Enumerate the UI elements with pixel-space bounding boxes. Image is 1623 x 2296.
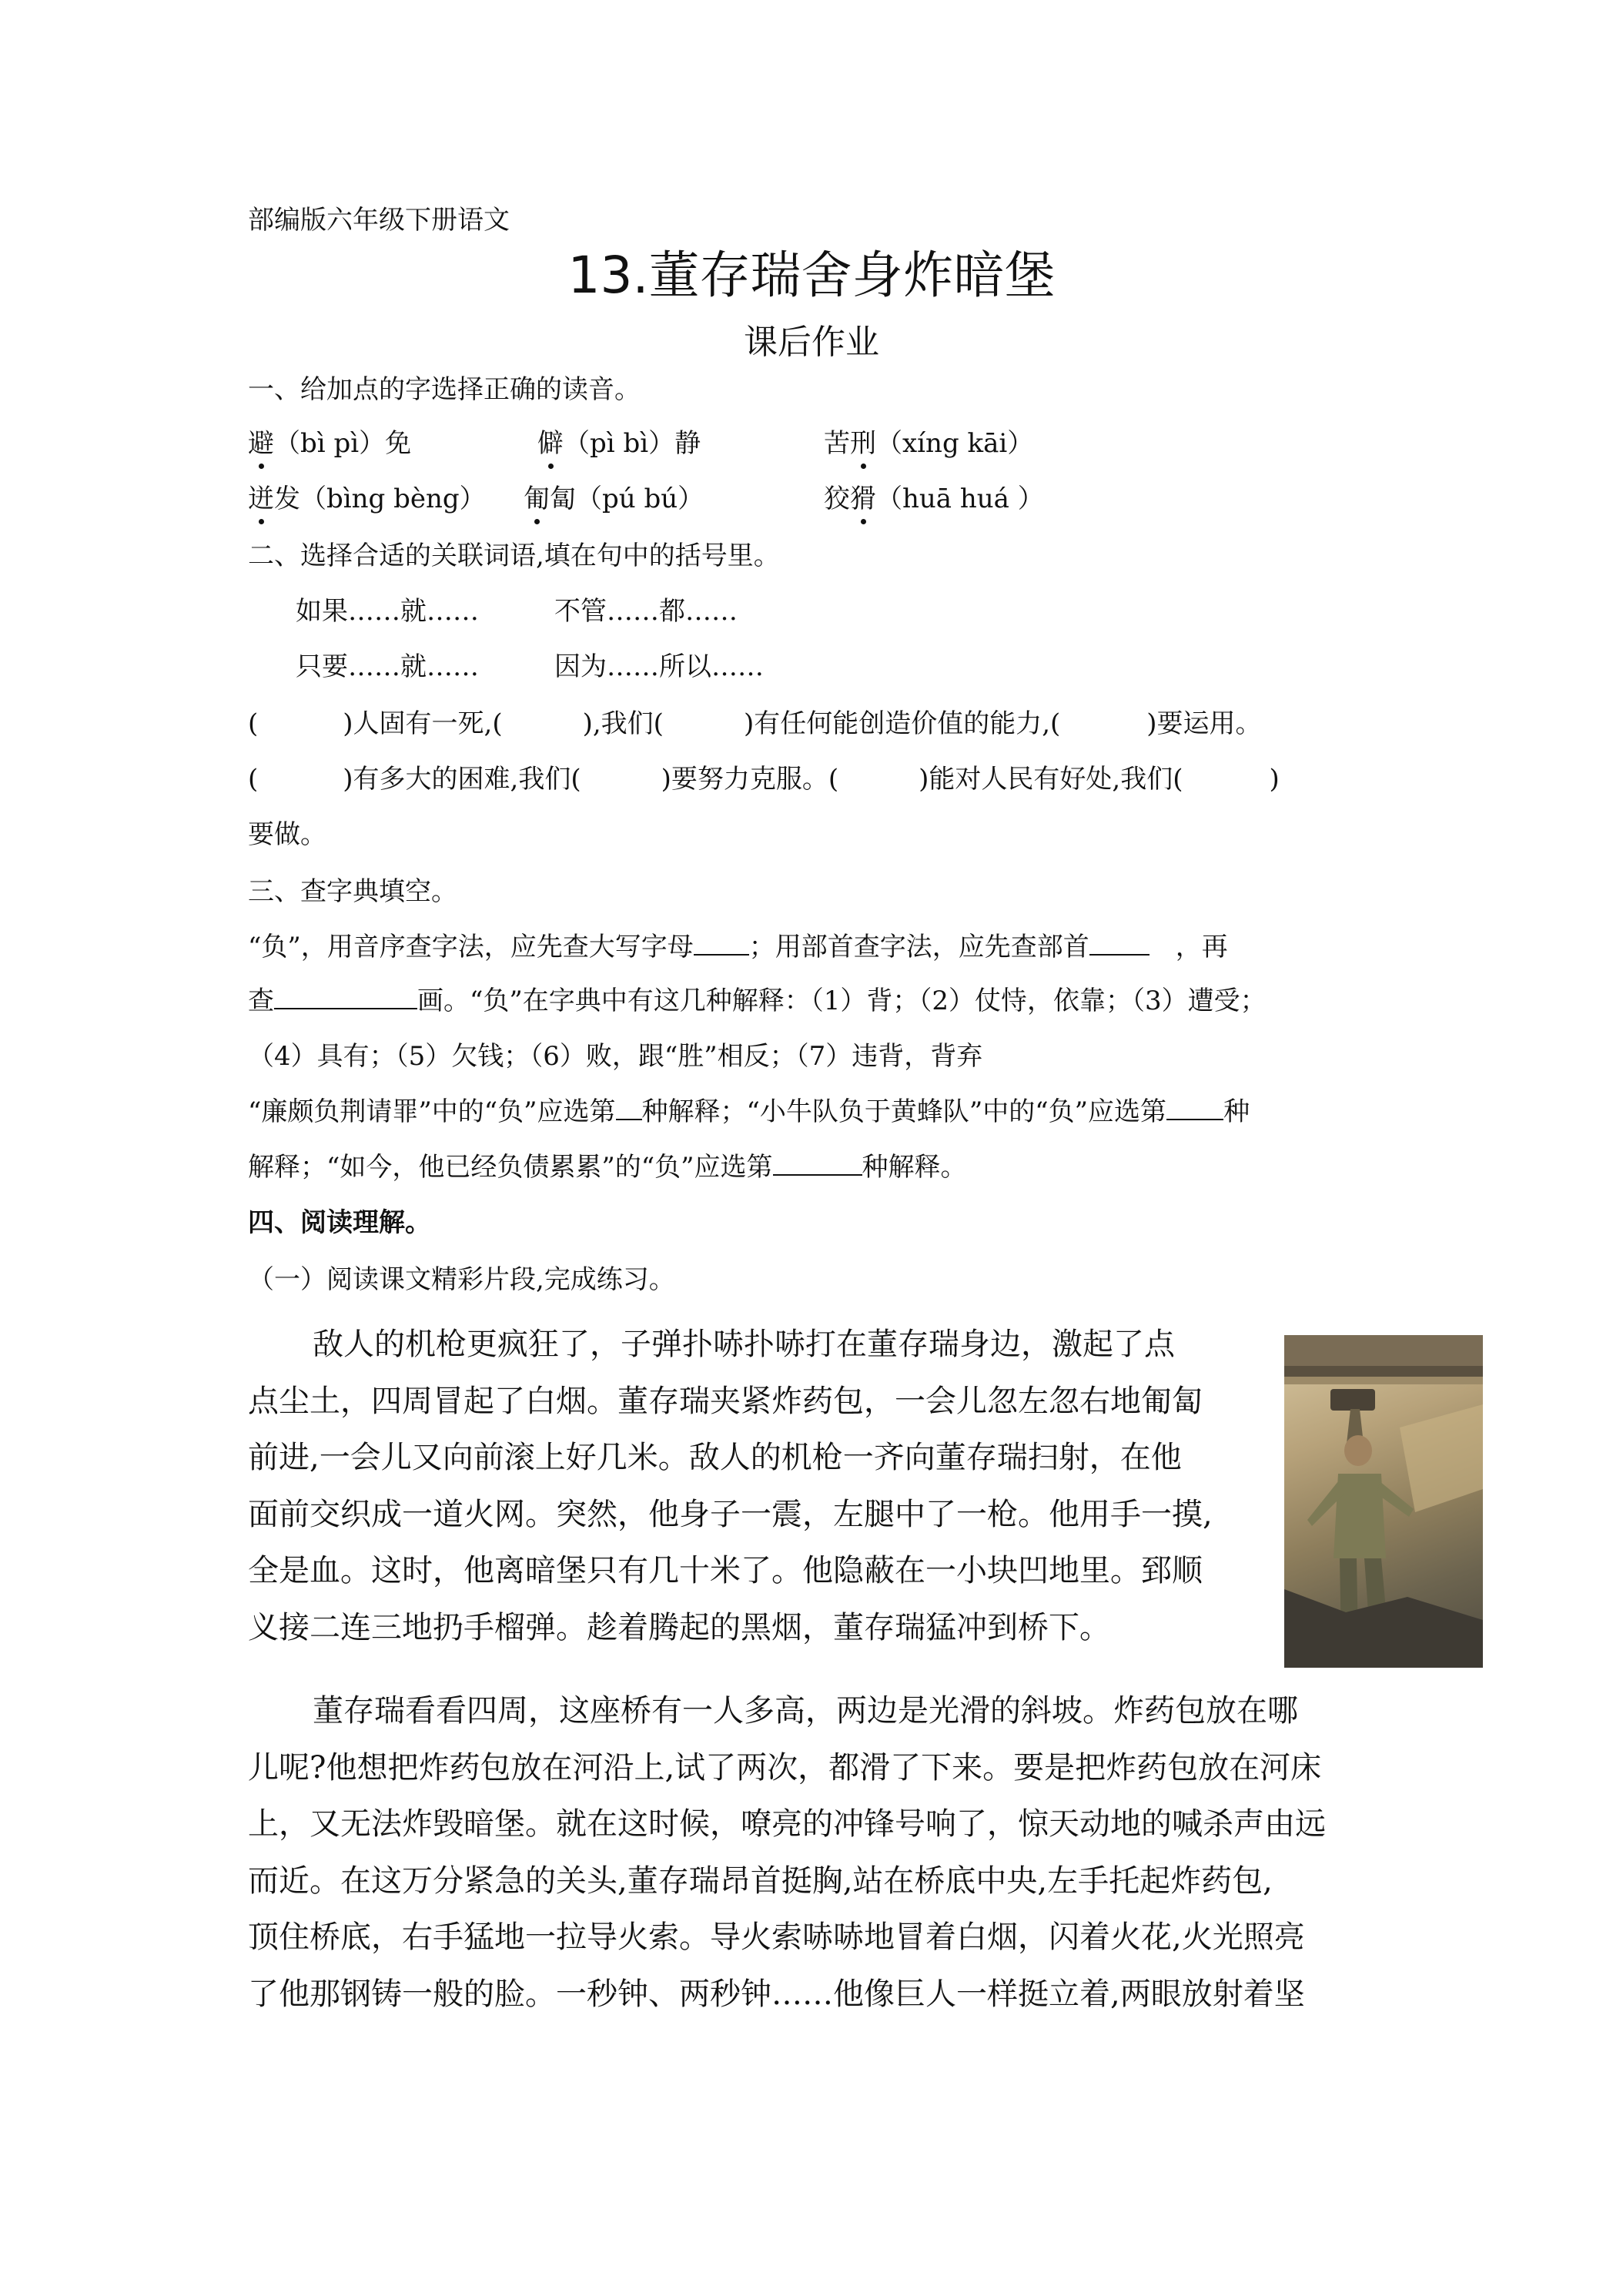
fill-sentence-1: ( )人固有一死,( ),我们( )有任何能创造价值的能力,( )要运用。 (248, 708, 1262, 739)
reading-paragraph-1: 敌人的机枪更疯狂了，子弹扑哧扑哧打在董存瑞身边，激起了点 点尘土，四周冒起了白烟。董存瑞夹紧炸药包，一会儿忽左忽右地匍匐 前进,一会儿又向前滚上好几米。敌人的机枪一齐向董存瑞扫射，在他 面前交织成一道火网。突然，他身子一震，左腿中了一枪。他用手一摸, 全是血。这时，他离暗堡只有几十米了。他隐蔽在一小块凹地里。郅顺 义接二连三地扔手榴弹。趁着腾起的黑烟，董存瑞猛冲到桥下。 (248, 1327, 1213, 1645)
fill-sentence-2: ( )有多大的困难,我们( )要努力克服。( )能对人民有好处,我们( ) (248, 764, 1280, 795)
dotted-char: 刑 (850, 422, 876, 460)
dictionary-line-1: “负”，用音序查字法，应先查大写字母 ；用部首查字法，应先查部首 ，再 (248, 932, 1228, 962)
fill-sentence-2-end: 要做。 (248, 819, 326, 850)
dictionary-line-5: 解释；“如今，他已经负债累累”的“负”应选第 种解释。 (248, 1152, 967, 1183)
section4-heading: 四、阅读理解。 (248, 1207, 431, 1238)
pinyin-item: 僻（pì bì）静 (537, 422, 701, 460)
answer-blank (1166, 1096, 1223, 1120)
reading-paragraph-2: 董存瑞看看四周，这座桥有一人多高，两边是光滑的斜坡。炸药包放在哪 儿呢?他想把炸药包放在河沿上,试了两次，都滑了下来。要是把炸药包放在河床 上，又无法炸毁暗堡。就在这时候，嘹亮的冲锋号响了，惊天动地的喊杀声由远 而近。在这万分紧急的关头,董存瑞昂首挺胸,站在桥底中央,左手托起炸药包, 顶住桥底，右手猛地一拉导火索。导火索哧哧地冒着白烟，闪着火花,火光照亮 了他那钢铸一般的脸。一秒钟、两秒钟……他像巨人一样挺立着,两眼放射着坚 (248, 1693, 1326, 2012)
dotted-char: 避 (248, 422, 274, 460)
section3-heading: 三、查字典填空。 (248, 876, 457, 907)
pinyin-item: 苦刑（xíng kāi） (824, 422, 1033, 460)
answer-blank (694, 931, 749, 956)
option: 不管……都…… (554, 596, 738, 627)
option: 只要……就…… (296, 651, 479, 682)
section2-heading: 二、选择合适的关联词语,填在句中的括号里。 (248, 541, 780, 571)
dotted-char: 僻 (537, 422, 564, 460)
page-subtitle: 课后作业 (744, 323, 879, 362)
dictionary-line-4: “廉颇负荆请罪”中的“负”应选第 种解释；“小牛队负于黄蜂队”中的“负”应选第 种 (248, 1096, 1250, 1127)
story-illustration (1284, 1335, 1483, 1668)
answer-blank (1089, 931, 1149, 956)
pinyin-item: 避（bì pì）免 (248, 422, 411, 460)
series-label: 部编版六年级下册语文 (248, 205, 510, 236)
dotted-char: 匍 (524, 477, 550, 515)
dictionary-line-2: 查 画。“负”在字典中有这几种解释：（1）背；（2）仗恃，依靠；（3）遭受； (248, 986, 1267, 1016)
pinyin-item: 迸发（bìng bèng） (248, 477, 486, 515)
option: 如果……就…… (296, 596, 479, 627)
pinyin-item: 匍匐（pú bú） (524, 477, 704, 515)
dotted-char: 迸 (248, 477, 274, 515)
section4-subheading: （一）阅读课文精彩片段,完成练习。 (248, 1264, 675, 1295)
pinyin-item: 狡猾（huā huá ） (824, 477, 1044, 515)
page-title: 13.董存瑞舍身炸暗堡 (567, 246, 1056, 305)
answer-blank (773, 1151, 862, 1176)
dotted-char: 猾 (850, 477, 876, 515)
answer-blank (274, 985, 417, 1009)
section1-heading: 一、给加点的字选择正确的读音。 (248, 374, 641, 405)
option: 因为……所以…… (554, 651, 764, 682)
dictionary-line-3: （4）具有；（5）欠钱；（6）败，跟“胜”相反；（7）违背，背弃 (248, 1041, 983, 1072)
answer-blank (616, 1096, 642, 1120)
